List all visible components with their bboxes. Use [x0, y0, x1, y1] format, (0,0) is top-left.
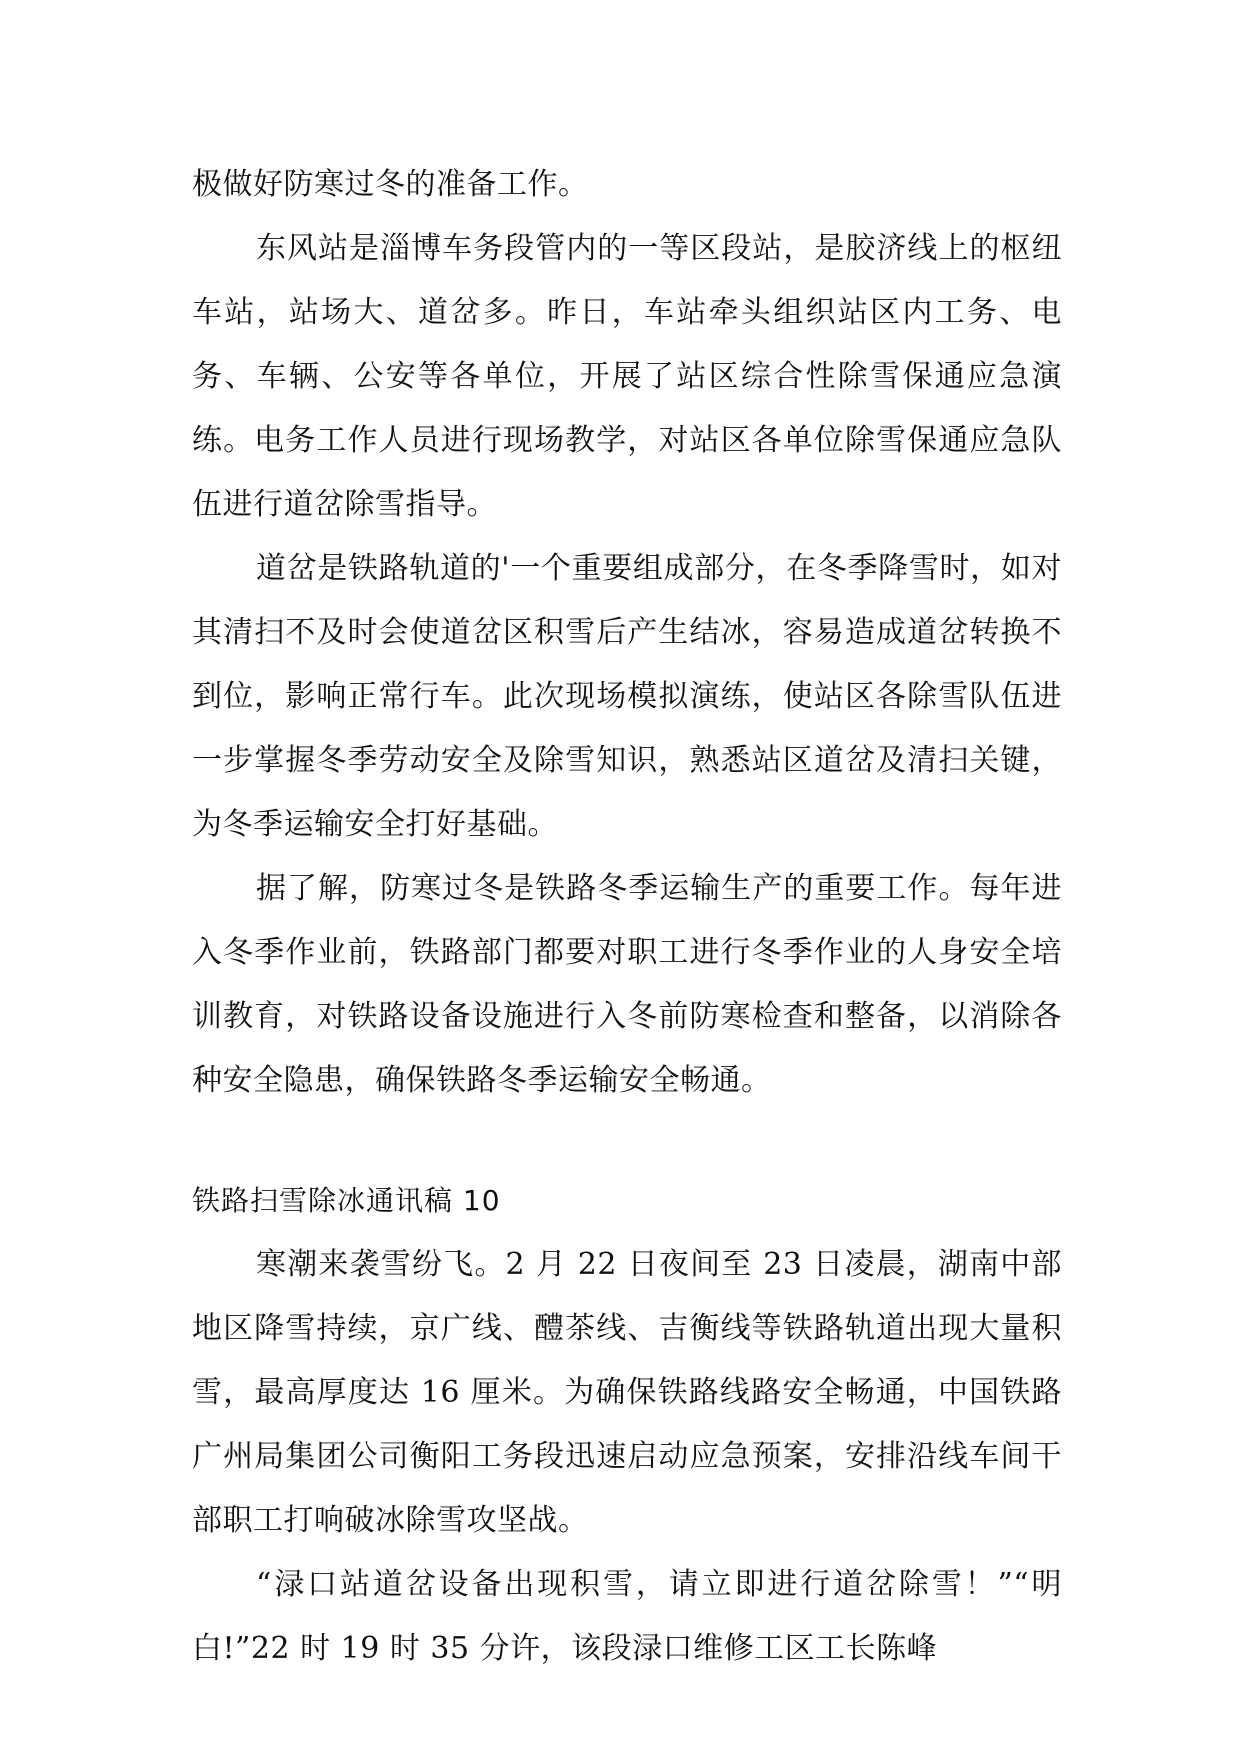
paragraph-lukou-station: “渌口站道岔设备出现积雪，请立即进行道岔除雪！”“明白!”22 时 19 时 35 分许，该段渌口维修工区工长陈峰 — [192, 1567, 1062, 1666]
paragraph-winter-preparation: 据了解，防寒过冬是铁路冬季运输生产的重要工作。每年进入冬季作业前，铁路部门都要对职工进行冬季作业的人身安全培训教育，对铁路设备设施进行入冬前防寒检查和整备，以消除各种安全隐患，确保铁路冬季运输安全畅通。 — [192, 871, 1062, 1098]
paragraph-continuation: 极做好防寒过冬的准备工作。 — [192, 167, 589, 202]
paragraph-cold-wave: 寒潮来袭雪纷飞。2 月 22 日夜间至 23 日凌晨，湖南中部地区降雪持续，京广线、醴茶线、吉衡线等铁路轨道出现大量积雪，最高厚度达 16 厘米。为确保铁路线路安全畅通，中国铁路广州局集团公司衡阳工务段迅速启动应急预案，安排沿线车间干部职工打响破冰除雪攻坚战。 — [192, 1247, 1062, 1538]
section-title: 铁路扫雪除冰通讯稿 10 — [192, 1184, 501, 1217]
paragraph-dongfeng-station: 东风站是淄博车务段管内的一等区段站，是胶济线上的枢纽车站，站场大、道岔多。昨日，车站牵头组织站区内工务、电务、车辆、公安等各单位，开展了站区综合性除雪保通应急演练。电务工作人员进行现场教学，对站区各单位除雪保通应急队伍进行道岔除雪指导。 — [192, 231, 1062, 522]
paragraph-switch-importance: 道岔是铁路轨道的'一个重要组成部分，在冬季降雪时，如对其清扫不及时会使道岔区积雪后产生结冰，容易造成道岔转换不到位，影响正常行车。此次现场模拟演练，使站区各除雪队伍进一步掌握冬季劳动安全及除雪知识，熟悉站区道岔及清扫关键，为冬季运输安全打好基础。 — [192, 551, 1062, 842]
document-body — [192, 153, 1062, 1681]
